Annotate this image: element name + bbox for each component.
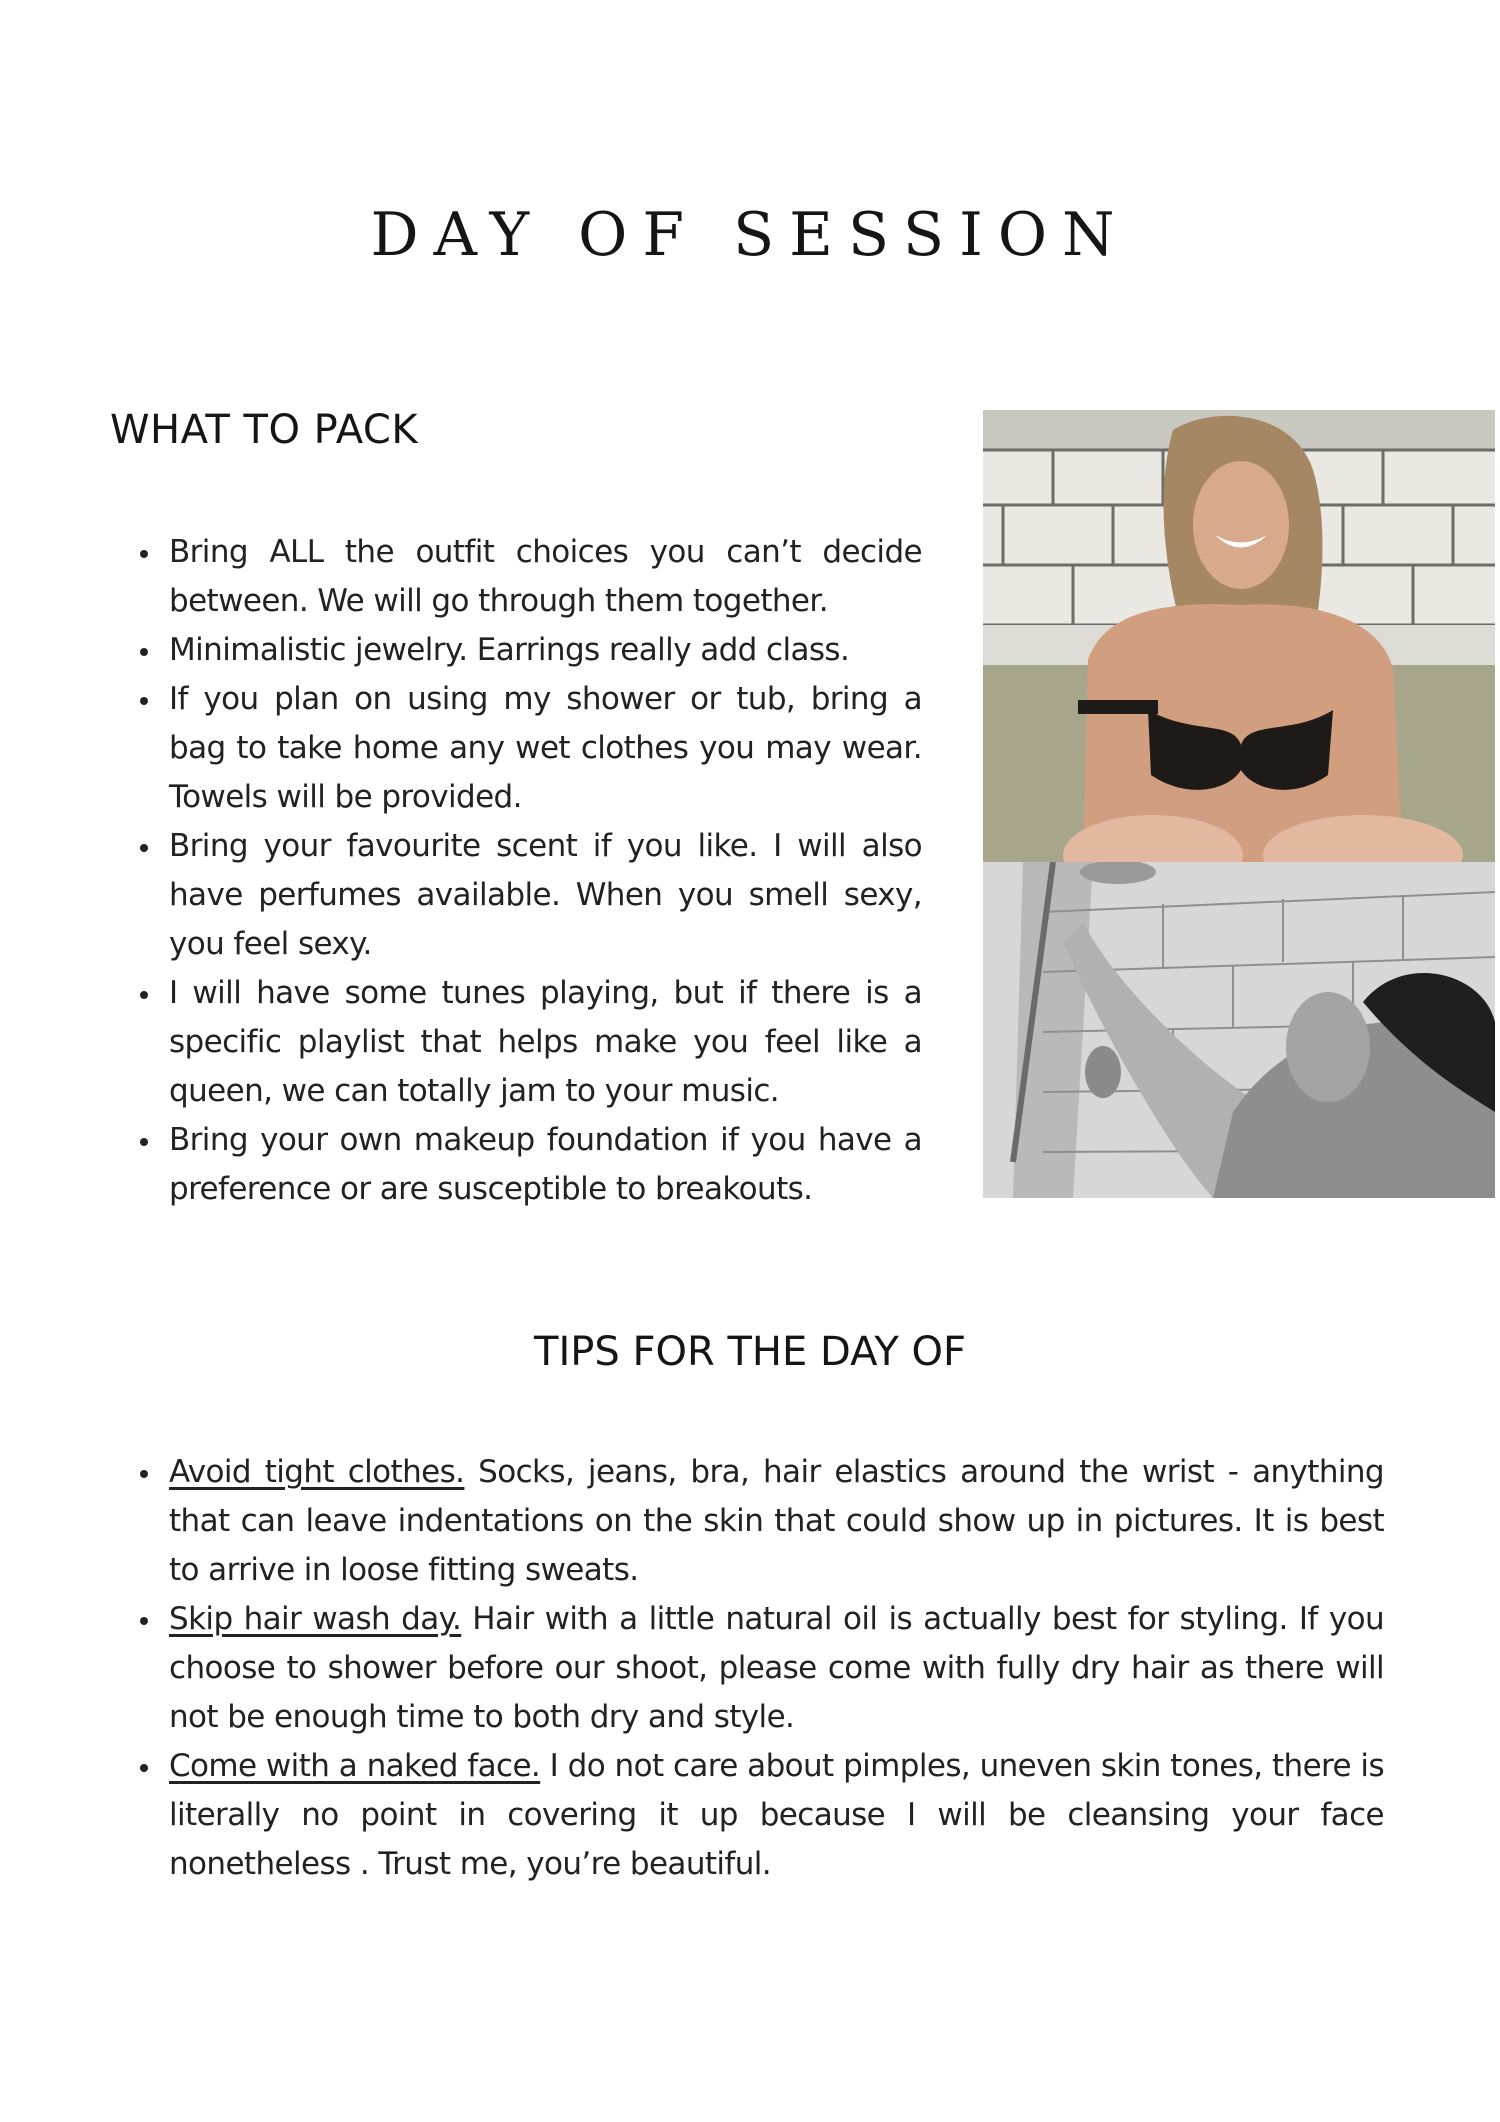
list-item: Minimalistic jewelry. Earrings really add class. — [110, 626, 922, 675]
bathtub-photo — [983, 410, 1495, 862]
what-to-pack-heading: WHAT TO PACK — [110, 407, 419, 453]
list-item: Bring your favourite scent if you like. I will also have perfumes available. When you smell sexy, you feel sexy. — [110, 822, 922, 969]
list-item — [110, 1448, 1384, 1595]
list-item: Bring your own makeup foundation if you have a preference or are susceptible to breakouts. — [110, 1116, 922, 1214]
tip-lead: Avoid tight clothes. — [169, 1454, 465, 1490]
page-title: DAY OF SESSION — [370, 200, 1130, 270]
list-item: If you plan on using my shower or tub, bring a bag to take home any wet clothes you may wear. Towels will be provided. — [110, 675, 922, 822]
tip-lead: Skip hair wash day. — [169, 1601, 462, 1637]
list-item — [110, 1742, 1384, 1889]
tips-list — [110, 1448, 1384, 1889]
what-to-pack-list — [110, 528, 922, 1214]
list-item: Bring ALL the outfit choices you can’t decide between. We will go through them together. — [110, 528, 922, 626]
list-item: I will have some tunes playing, but if there is a specific playlist that helps make you feel like a queen, we can totally jam to your music. — [110, 969, 922, 1116]
tip-lead: Come with a naked face. — [169, 1748, 541, 1784]
shower-photo — [983, 862, 1495, 1198]
tips-heading: TIPS FOR THE DAY OF — [534, 1329, 966, 1375]
tip-text: Hair with a little natural oil is actually best for styling. If you choose to shower before our shoot, please come with fully dry hair as there will not be enough time to both dry and style. — [169, 1601, 1384, 1735]
list-item — [110, 1595, 1384, 1742]
tip-text: Socks, jeans, bra, hair elastics around the wrist - anything that can leave indentations on the skin that could show up in pictures. It is best to arrive in loose fitting sweats. — [169, 1454, 1384, 1588]
tip-text: I do not care about pimples, uneven skin tones, there is literally no point in covering it up because I will be cleansing your face nonetheless . Trust me, you’re beautiful. — [169, 1748, 1384, 1882]
